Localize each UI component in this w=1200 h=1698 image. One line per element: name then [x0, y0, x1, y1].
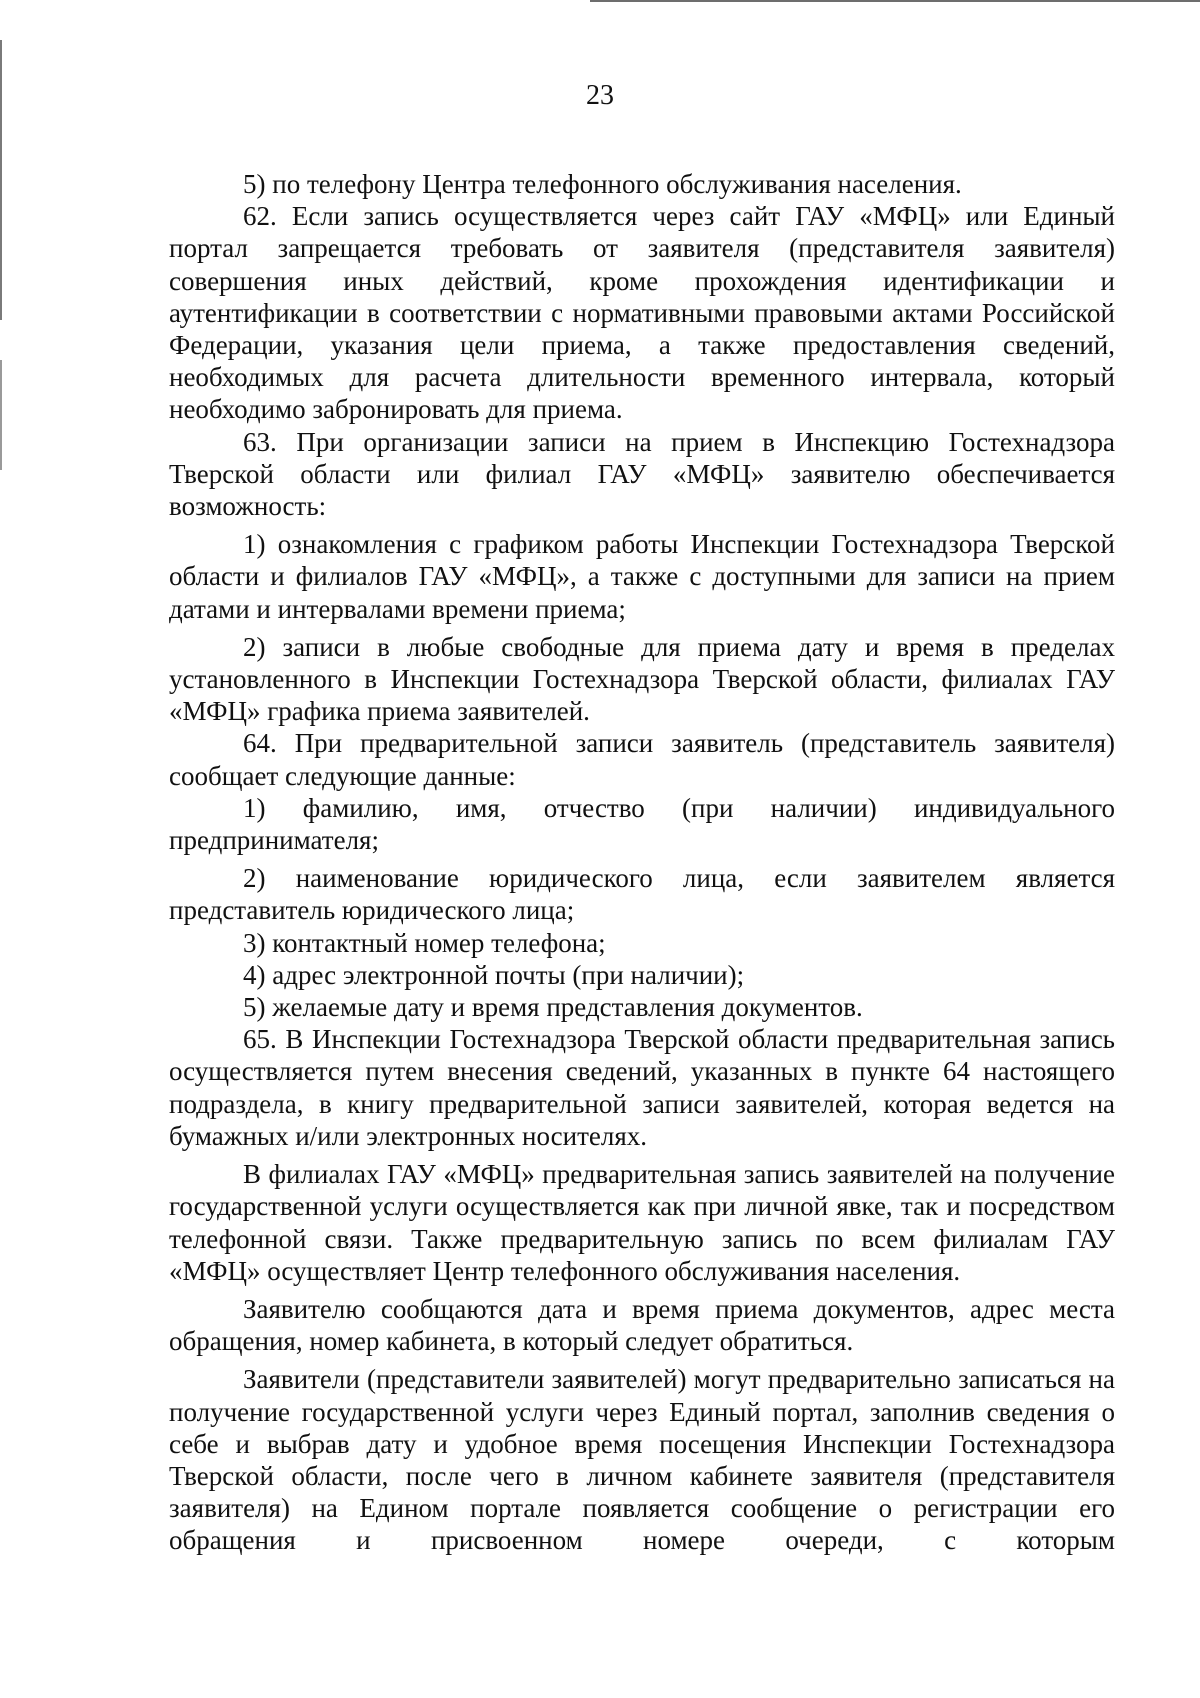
scan-edge-left-lower	[0, 360, 2, 470]
paragraph-64: 64. При предварительной записи заявитель (представитель заявителя) сообщает следующие данные:	[169, 728, 1115, 791]
paragraph-63-item-2: 2) записи в любые свободные для приема дату и время в пределах установленного в Инспекции Гостехнадзора Тверской области, филиалах ГАУ «МФЦ» графика приема заявителей.	[169, 631, 1115, 727]
document-body	[169, 168, 1115, 1557]
paragraph-64-item-2: 2) наименование юридического лица, если заявителем является представитель юридического лица;	[169, 863, 1115, 926]
paragraph-65: 65. В Инспекции Гостехнадзора Тверской области предварительная запись осуществляется путем внесения сведений, указанных в пункте 64 настоящего подраздела, в книгу предварительной записи заявителей, которая ведется на бумажных и/или электронных носителях.	[169, 1024, 1115, 1151]
paragraph-64-item-3: 3) контактный номер телефона;	[243, 927, 606, 958]
paragraph-64-item-5: 5) желаемые дату и время представления документов.	[243, 992, 863, 1023]
paragraph-64-item-4: 4) адрес электронной почты (при наличии);	[243, 959, 745, 990]
paragraph-63-item-1: 1) ознакомления с графиком работы Инспекции Гостехнадзора Тверской области и филиалов ГАУ «МФЦ», а также с доступными для записи на прием датами и интервалами времени приема;	[169, 529, 1115, 624]
paragraph-applicant-notified: Заявителю сообщаются дата и время приема документов, адрес места обращения, номер кабинета, в который следует обратиться.	[169, 1293, 1115, 1357]
paragraph-unified-portal: Заявители (представители заявителей) могут предварительно записаться на получение государственной услуги через Единый портал, заполнив сведения о себе и выбрав дату и удобное время посещения Инспекции Гостехнадзора Тверской области, после чего в личном кабинете заявителя (представителя заявителя) на Едином портале появляется сообщение о регистрации его обращения и присвоенном номере очереди, с которым	[169, 1364, 1115, 1556]
paragraph-mfc-branches: В филиалах ГАУ «МФЦ» предварительная запись заявителей на получение государственной услуги осуществляется как при личной явке, так и посредством телефонной связи. Также предварительную запись по всем филиалам ГАУ «МФЦ» осуществляет Центр телефонного обслуживания населения.	[169, 1159, 1115, 1286]
paragraph-63: 63. При организации записи на прием в Инспекцию Гостехнадзора Тверской области или филиал ГАУ «МФЦ» заявителю обеспечивается возможность:	[169, 426, 1115, 522]
paragraph-62: 62. Если запись осуществляется через сайт ГАУ «МФЦ» или Единый портал запрещается требовать от заявителя (представителя заявителя) совершения иных действий, кроме прохождения идентификации и аутентификации в соответствии с нормативными правовыми актами Российской Федерации, указания цели приема, а также предоставления сведений, необходимых для расчета длительности временного интервала, который необходимо забронировать для приема.	[169, 201, 1115, 425]
paragraph-64-item-1: 1) фамилию, имя, отчество (при наличии) индивидуального предпринимателя;	[169, 792, 1115, 856]
scan-edge-top	[590, 0, 1200, 2]
paragraph-item-5-phone: 5) по телефону Центра телефонного обслуживания населения.	[243, 169, 962, 199]
page-number: 23	[586, 80, 614, 111]
